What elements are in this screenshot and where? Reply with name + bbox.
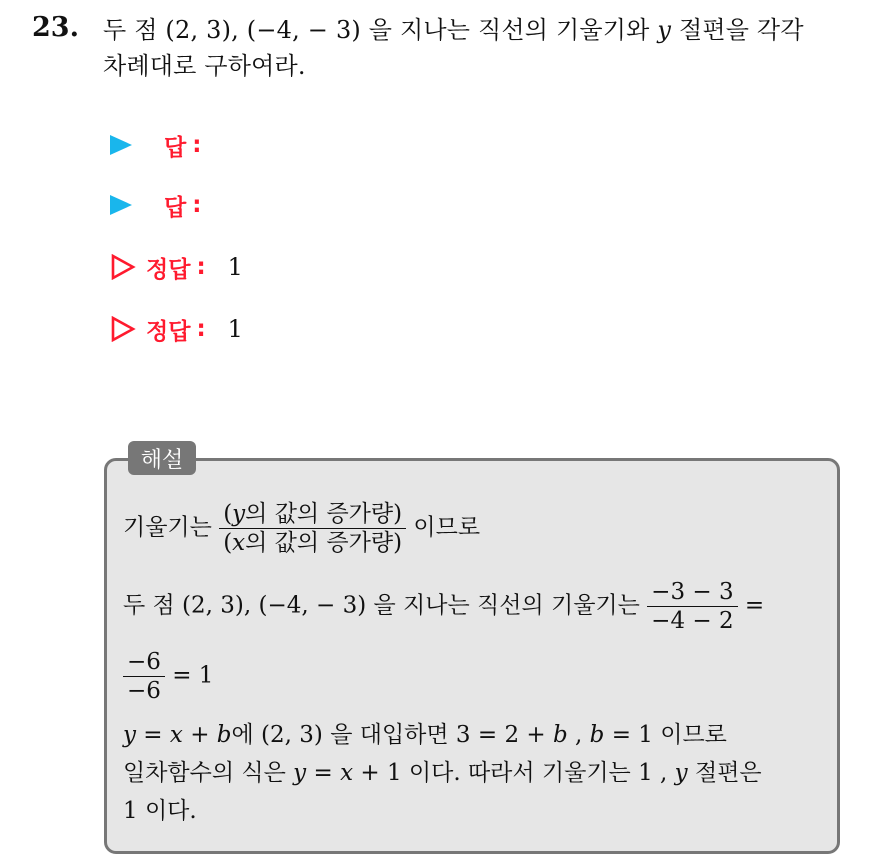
fraction-numerator: −6 — [123, 648, 165, 677]
correct-row-1 — [110, 250, 243, 284]
solution-line-1 — [123, 500, 480, 557]
solution-line-3 — [123, 648, 213, 705]
var-b: b — [552, 722, 568, 748]
question-number: 23. — [32, 12, 79, 43]
question-text — [103, 12, 863, 84]
denominator-text: 의 값의 증가량 — [245, 530, 394, 556]
substitute-text: 에 (2, 3) 을 대입하면 3 = 2 + — [231, 722, 553, 748]
answer-colon: : — [192, 192, 202, 218]
answer-row-2[interactable] — [110, 188, 201, 222]
solution-line-2 — [123, 578, 764, 635]
slope-def-suffix: 이므로 — [413, 514, 481, 541]
answer-arrow-icon — [110, 195, 132, 215]
answer-label: 답 — [164, 134, 187, 161]
equals-sign: = — [744, 592, 765, 619]
correct-label: 정답 — [146, 256, 191, 283]
var-x: x — [169, 722, 183, 748]
var-y: y — [674, 760, 688, 786]
solution-line-6: 1 이다. — [123, 798, 197, 824]
fraction-numerator: (y의 값의 증가량) — [219, 500, 406, 529]
question-var-y: y — [657, 16, 672, 44]
answer-row-1[interactable] — [110, 128, 201, 162]
solution-line-5 — [123, 754, 762, 787]
correct-value: 1 — [227, 315, 243, 343]
var-x: x — [232, 530, 246, 556]
answer-label: 답 — [164, 194, 187, 221]
line2-text: 두 점 (2, 3), (−4, − 3) 을 지나는 직선의 기울기는 — [123, 592, 640, 619]
fraction-denominator: −4 − 2 — [651, 608, 734, 634]
line5-text-g: 절편은 — [687, 760, 762, 786]
result-text: = 1 이므로 — [604, 722, 727, 748]
correct-colon: : — [196, 254, 206, 280]
var-b: b — [589, 722, 605, 748]
slope-def-fraction — [219, 500, 406, 557]
correct-row-2 — [110, 312, 243, 346]
numerator-text: 의 값의 증가량 — [245, 501, 394, 527]
equals-text: = — [306, 760, 341, 786]
question-text-c: 차례대로 구하여라. — [103, 52, 306, 80]
result-value: = 1 — [172, 662, 214, 689]
correct-label: 정답 — [146, 318, 191, 345]
slope-fraction — [647, 578, 737, 635]
var-y: y — [232, 501, 246, 527]
var-b: b — [216, 722, 232, 748]
var-y: y — [123, 722, 136, 748]
comma-text: , — [567, 722, 590, 748]
question-text-a: 두 점 (2, 3), (−4, − 3) 을 지나는 직선의 기울기와 — [103, 16, 658, 44]
equals-text: = — [136, 722, 170, 748]
fraction-denominator: (x의 값의 증가량) — [223, 530, 403, 556]
var-y: y — [293, 760, 307, 786]
var-x: x — [340, 760, 354, 786]
solution-tag: 해설 — [128, 441, 196, 475]
question-text-b: 절편을 각각 — [671, 16, 804, 44]
slope-def-prefix: 기울기는 — [123, 514, 212, 541]
correct-colon: : — [196, 316, 206, 342]
fraction-numerator: −3 − 3 — [647, 578, 737, 607]
fraction-denominator: −6 — [127, 678, 161, 704]
plus-text: + — [182, 722, 217, 748]
result-fraction — [123, 648, 165, 705]
outline-arrow-icon — [110, 316, 136, 342]
line5-text-e: + 1 이다. 따라서 기울기는 1 , — [353, 760, 675, 786]
solution-line-4 — [123, 716, 727, 749]
correct-value: 1 — [227, 253, 243, 281]
outline-arrow-icon — [110, 254, 136, 280]
answer-arrow-icon — [110, 135, 132, 155]
answer-colon: : — [192, 132, 202, 158]
line5-text-a: 일차함수의 식은 — [123, 760, 294, 786]
